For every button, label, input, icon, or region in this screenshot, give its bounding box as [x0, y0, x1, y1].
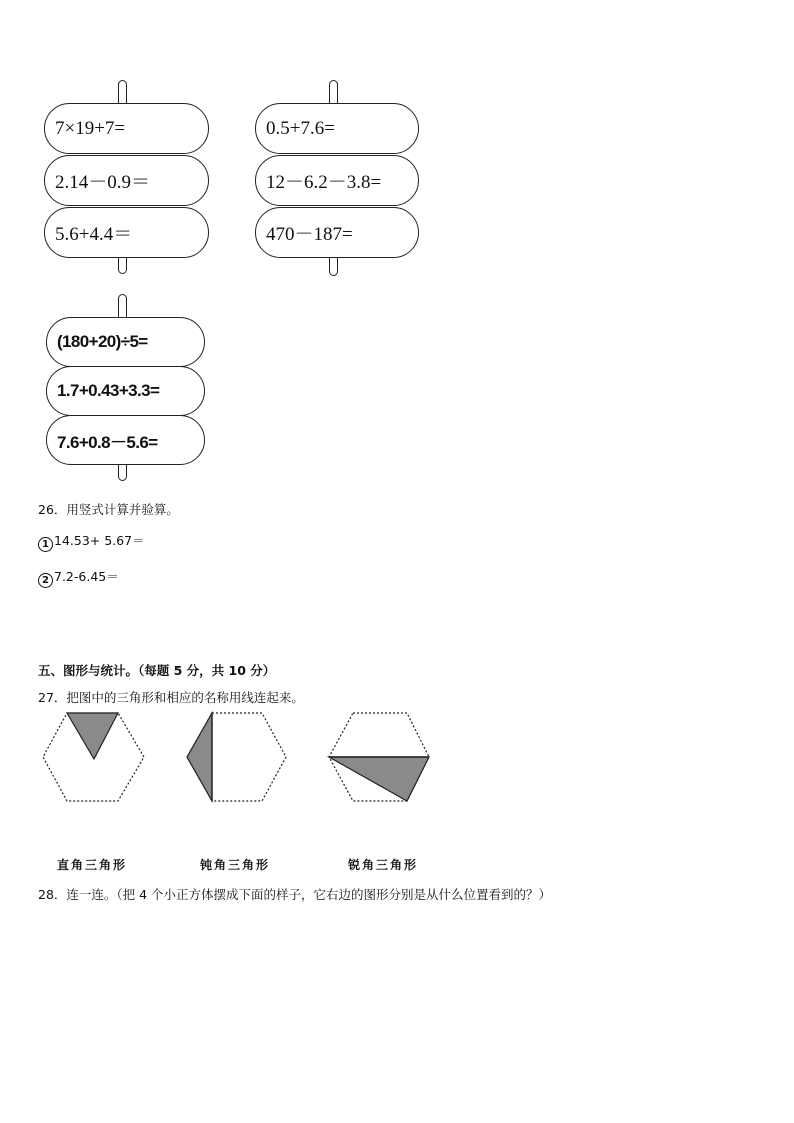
hexagon-acute-triangle	[329, 713, 429, 801]
expression: 7.6+0.8－5.6=	[57, 432, 158, 452]
label-right-triangle: 直角三角形	[57, 858, 128, 872]
skewer-ball	[44, 103, 209, 154]
q26-item-1-text: 14.53+ 5.67＝	[54, 533, 145, 548]
q26-item-2	[38, 567, 119, 588]
skewer-ball	[46, 317, 205, 367]
section-5-title: 五、图形与统计。（每题 5 分，共 10 分）	[38, 663, 276, 678]
skewer-ball	[255, 207, 419, 258]
q26-item-2-text: 7.2-6.45＝	[54, 569, 119, 584]
skewer-ball	[255, 103, 419, 154]
q26-title: 26．用竖式计算并验算。	[38, 502, 179, 517]
label-acute-triangle: 锐角三角形	[348, 858, 419, 872]
skewer-ball	[46, 415, 205, 465]
q27-title: 27．把图中的三角形和相应的名称用线连起来。	[38, 690, 304, 705]
expression: (180+20)÷5=	[57, 332, 148, 351]
skewer-ball	[46, 366, 205, 416]
q28-title: 28．连一连。（把 4 个小正方体摆成下面的样子，它右边的图形分别是从什么位置看到的？）	[38, 887, 552, 902]
q26-item-1	[38, 531, 145, 552]
expression: 12－6.2－3.8=	[266, 172, 382, 193]
hexagon-figures	[40, 710, 440, 806]
hexagon-obtuse-triangle	[187, 713, 286, 801]
label-obtuse-triangle: 钝角三角形	[200, 858, 271, 872]
expression: 7×19+7=	[55, 117, 126, 139]
expression: 5.6+4.4＝	[55, 224, 133, 245]
expression: 2.14－0.9＝	[55, 172, 151, 193]
skewer-ball	[44, 207, 209, 258]
skewer-ball	[255, 155, 419, 206]
expression: 1.7+0.43+3.3=	[57, 381, 160, 400]
hexagon-right-triangle	[43, 713, 144, 801]
circled-number: 2	[38, 573, 53, 588]
expression: 470－187=	[266, 224, 353, 245]
skewer-ball	[44, 155, 209, 206]
expression: 0.5+7.6=	[266, 117, 335, 139]
circled-number: 1	[38, 537, 53, 552]
